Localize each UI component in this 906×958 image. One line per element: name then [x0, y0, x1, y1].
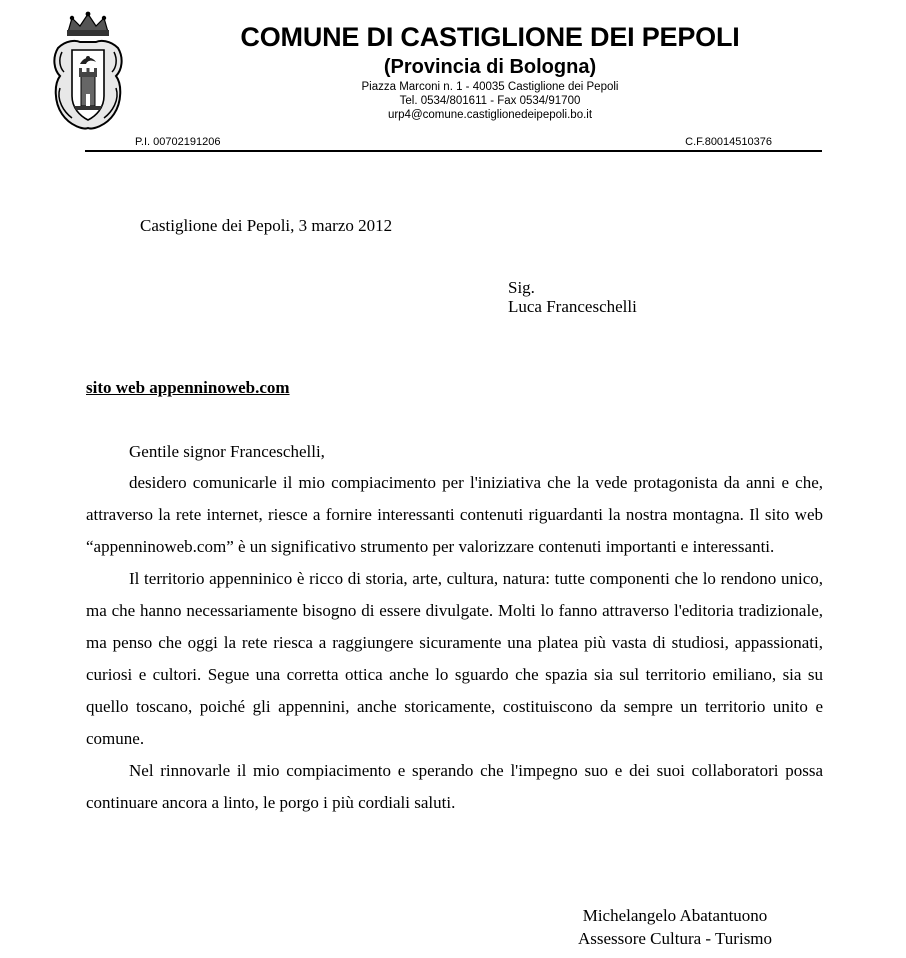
letter-body: [86, 437, 823, 819]
header-divider: [85, 150, 822, 152]
recipient-name: Luca Franceschelli: [508, 297, 637, 316]
salutation: Gentile signor Franceschelli,: [129, 442, 325, 461]
phone-fax-line: Tel. 0534/801611 - Fax 0534/91700: [399, 95, 581, 107]
vat-number: P.I. 00702191206: [135, 136, 221, 148]
letter-subject: sito web appenninoweb.com: [86, 378, 290, 397]
signature-block: [560, 904, 790, 950]
signer-role: Assessore Cultura - Turismo: [577, 929, 773, 948]
body-paragraph: desidero comunicarle il mio compiacimento per l'iniziativa che la vede protagonista da anni e che, attraverso la rete internet, riesce a fornire interessanti contenuti riguardanti la nostra montagna. Il sito web “appenninoweb.com” è un significativo strumento per valorizzare contenuti importanti e interessanti.: [86, 473, 823, 556]
fiscal-code: C.F.80014510376: [685, 136, 772, 148]
recipient-block: [508, 278, 637, 316]
body-paragraph: Nel rinnovarle il mio compiacimento e sperando che l'impegno suo e dei suoi collaboratori possa continuare ancora a linto, le porgo i più cordiali saluti.: [86, 761, 823, 812]
municipality-title: COMUNE DI CASTIGLIONE DEI PEPOLI: [240, 22, 740, 52]
address-line: Piazza Marconi n. 1 - 40035 Castiglione dei Pepoli: [361, 81, 619, 93]
signer-name: Michelangelo Abatantuono: [582, 906, 768, 925]
province-subtitle: (Provincia di Bologna): [383, 56, 597, 78]
recipient-title: Sig.: [508, 278, 535, 297]
place-date: Castiglione dei Pepoli, 3 marzo 2012: [140, 216, 393, 235]
email-line: urp4@comune.castiglionedeipepoli.bo.it: [387, 109, 593, 121]
coat-of-arms-icon: [50, 10, 126, 130]
body-paragraph: Il territorio appenninico è ricco di storia, arte, cultura, natura: tutte componenti che lo rendono unico, ma che hanno necessariamente bisogno di essere divulgate. Molti lo fanno attraverso l'editoria tradizionale, ma penso che oggi la rete riesca a raggiungere sicuramente una platea più vasta di studiosi, appassionati, curiosi e cultori. Segue una corretta ottica anche lo sguardo che spazia sia sul territorio emiliano, sia su quello toscano, poiché gli appennini, anche storicamente, costituiscono da sempre un territorio unito e comune.: [86, 569, 823, 748]
